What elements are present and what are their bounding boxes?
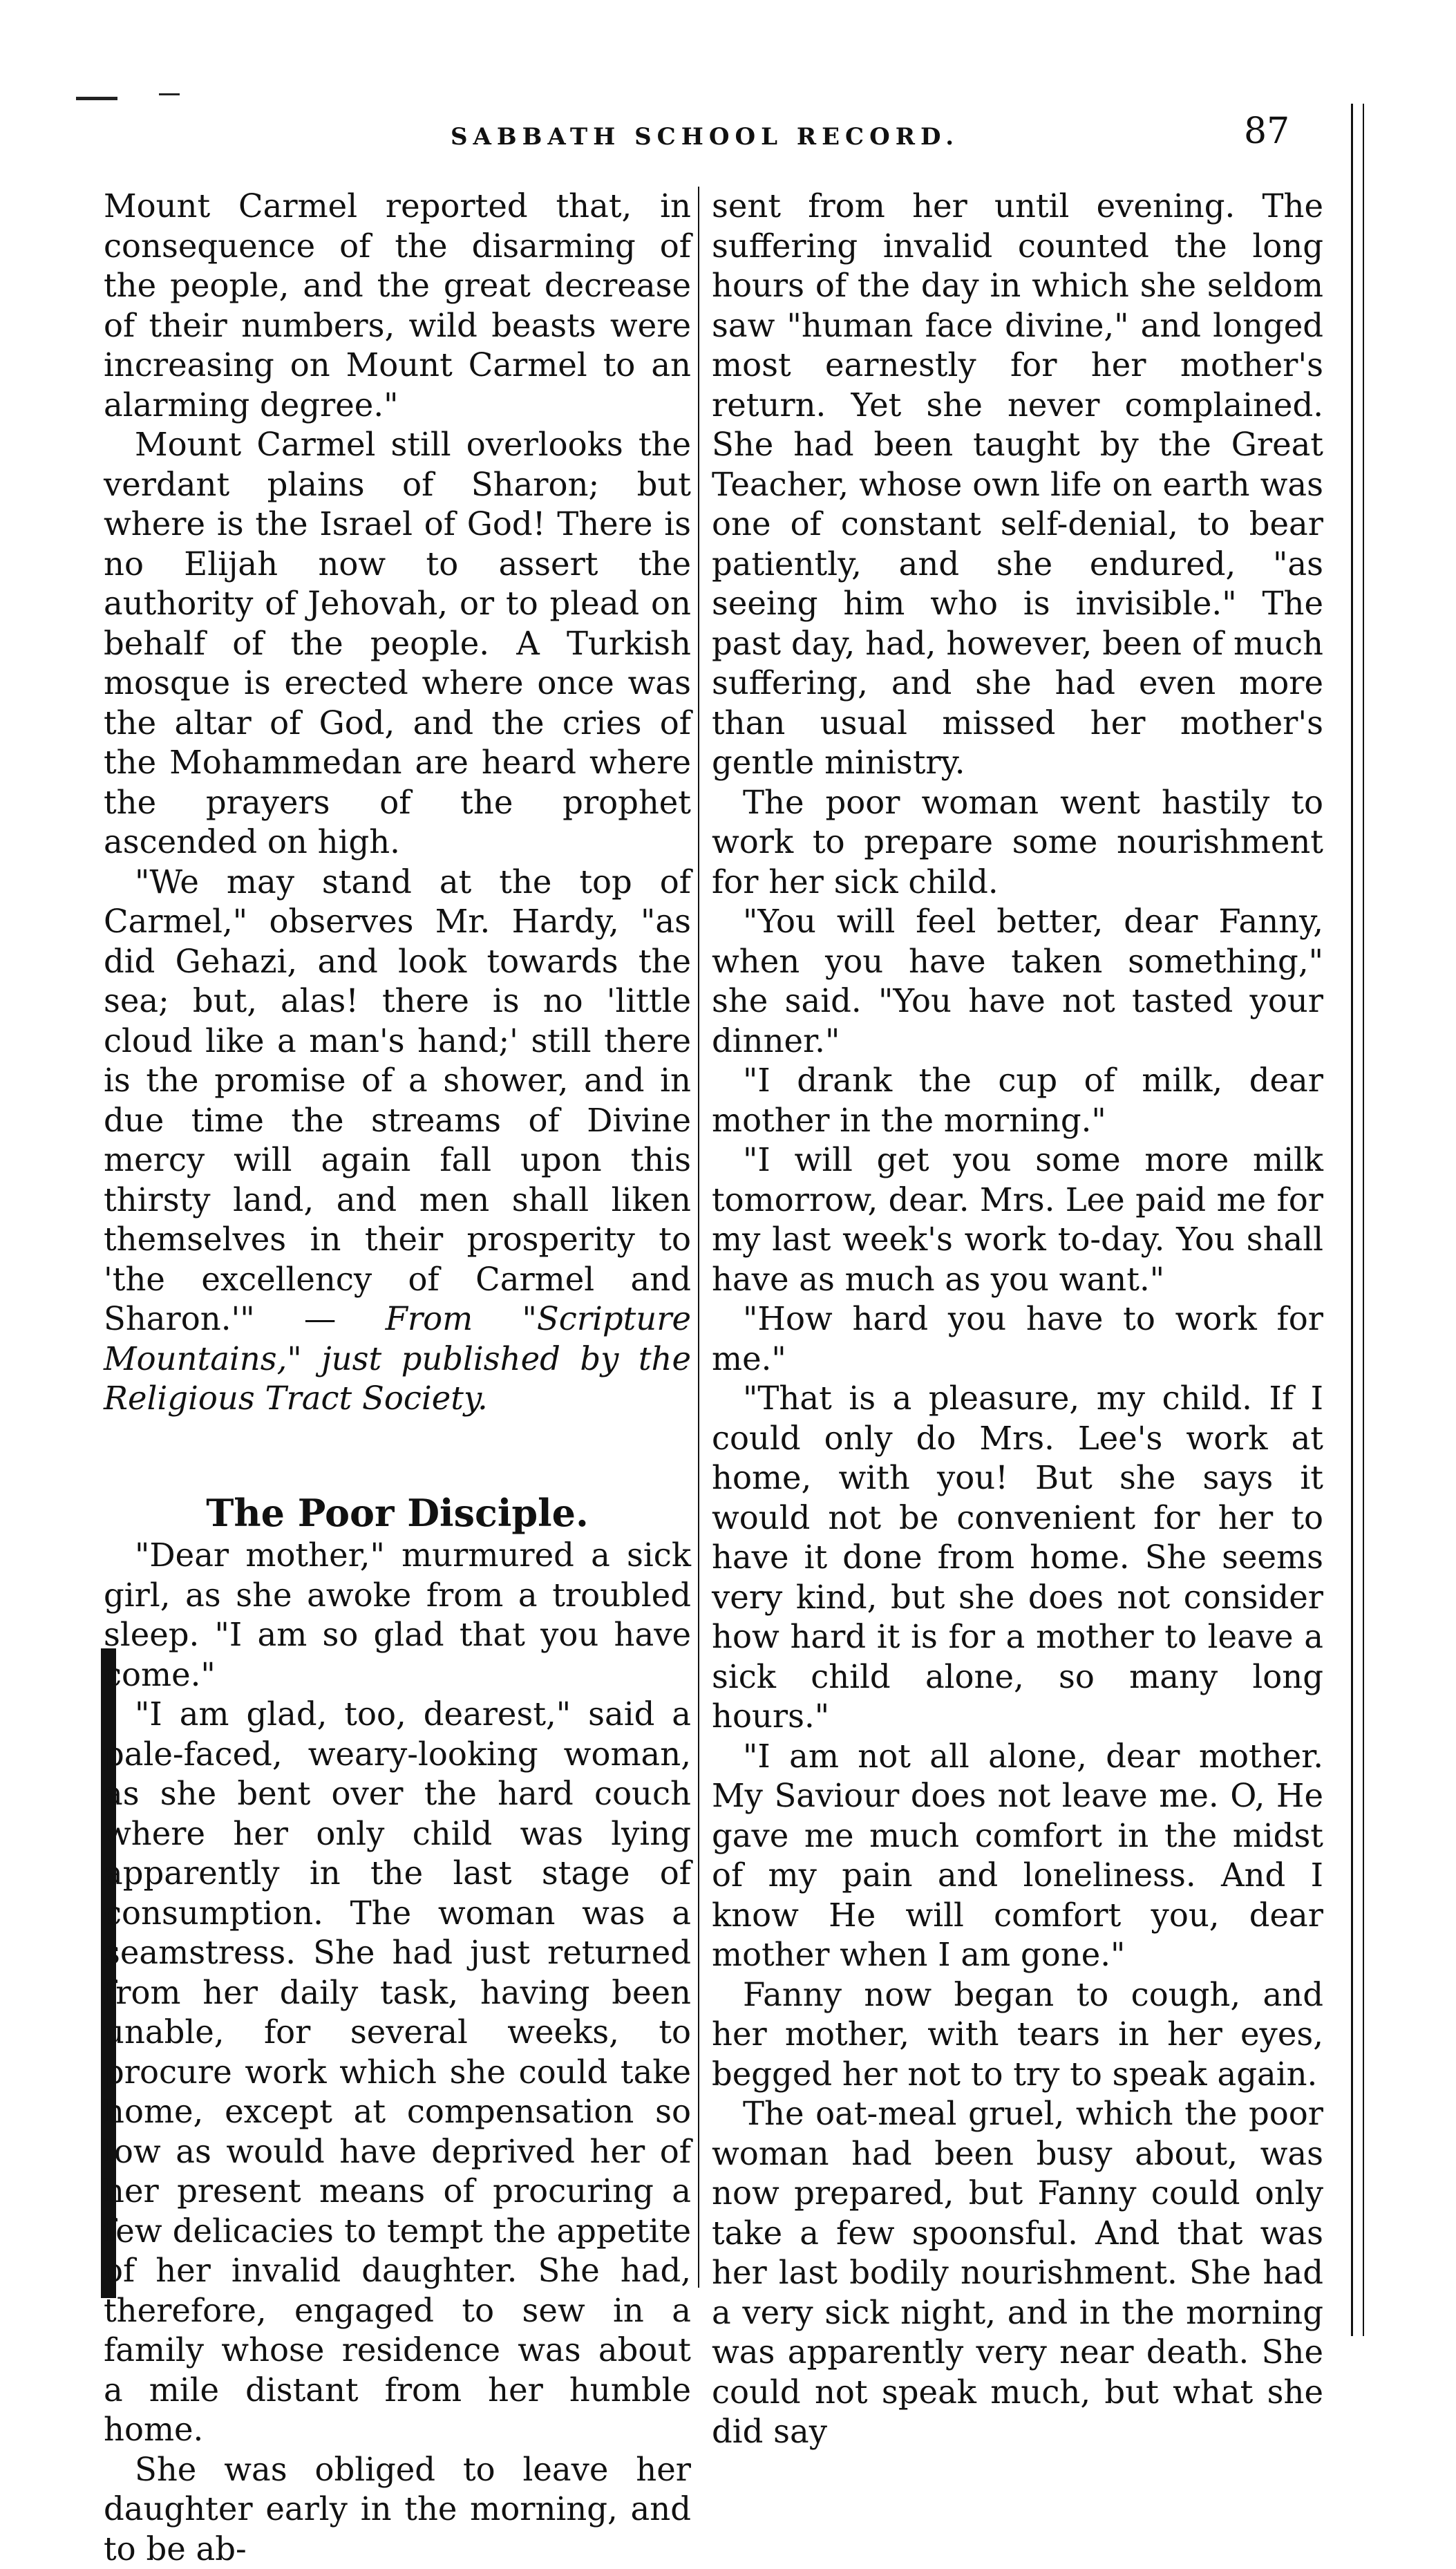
attribution: From "Scripture Mountains," just published by the Religious Tract Society. <box>104 1300 691 1417</box>
right-border-rule-outer <box>1363 104 1364 2336</box>
paragraph: "You will feel better, dear Fanny, when you have taken something," she said. "You have not tasted your dinner." <box>712 902 1323 1061</box>
paragraph <box>104 863 691 1419</box>
paragraph: "Dear mother," murmured a sick girl, as she awoke from a troubled sleep. "I am so glad that you have come." <box>104 1536 691 1695</box>
column-divider <box>698 187 699 2288</box>
paragraph: "I am glad, too, dearest," said a pale-faced, weary-looking woman, as she bent over the hard couch where her only child was lying apparently in the last stage of consumption. The woman was a seamstress. She had just returned from her daily task, having been unable, for several weeks, to procure work which she could take home, except at compensation so low as would have deprived her of her present means of procuring a few delicacies to tempt the appetite of her invalid daughter. She had, therefore, engaged to sew in a family whose residence was about a mile distant from her humble home. <box>104 1695 691 2450</box>
page-number: 87 <box>1244 111 1289 152</box>
paragraph: The oat-meal gruel, which the poor woman had been busy about, was now prepared, but Fanny could only take a few spoonsful. And that was her last bodily nourishment. She had a very sick night, and in the morning was apparently very near death. She could not speak much, but what she did say <box>712 2094 1323 2452</box>
paragraph: Mount Carmel still overlooks the verdant plains of Sharon; but where is the Israel of God! There is no Elijah now to assert the authority of Jehovah, or to plead on behalf of the people. A Turkish mosque is erected where once was the altar of God, and the cries of the Mohammedan are heard where the prayers of the prophet ascended on high. <box>104 425 691 863</box>
running-title: SABBATH SCHOOL RECORD. <box>442 123 967 151</box>
right-border-rule <box>1351 104 1353 2336</box>
paragraph: "I drank the cup of milk, dear mother in the morning." <box>712 1061 1323 1140</box>
paragraph: "That is a pleasure, my child. If I could only do Mrs. Lee's work at home, with you! But she says it would not be convenient for her to have it done from home. She seems very kind, but she does not consider how hard it is for a mother to leave a sick child alone, so many long hours." <box>712 1379 1323 1737</box>
paragraph: "I am not all alone, dear mother. My Saviour does not leave me. O, He gave me much comfort in the midst of my pain and loneliness. And I know He will comfort you, dear mother when I am gone." <box>712 1737 1323 1975</box>
scan-speck <box>76 97 117 100</box>
right-column <box>712 187 1323 2452</box>
paragraph-text: "We may stand at the top of Carmel," observes Mr. Hardy, "as did Gehazi, and look towards the sea; but, alas! there is no 'little cloud like a man's hand;' still there is the promise of a shower, and in due time the streams of Divine mercy will again fall upon this thirsty land, and men shall liken themselves in their prosperity to 'the excellency of Carmel and Sharon.'" — <box>104 863 691 1338</box>
scan-speck <box>159 93 180 95</box>
paragraph: "I will get you some more milk tomorrow, dear. Mrs. Lee paid me for my last week's work to-day. You shall have as much as you want." <box>712 1140 1323 1299</box>
left-column <box>104 187 691 2569</box>
paragraph: The poor woman went hastily to work to prepare some nourishment for her sick child. <box>712 783 1323 903</box>
paragraph: "How hard you have to work for me." <box>712 1299 1323 1379</box>
paragraph: She was obliged to leave her daughter early in the morning, and to be ab- <box>104 2450 691 2569</box>
paragraph: Fanny now began to cough, and her mother, with tears in her eyes, begged her not to try to speak again. <box>712 1975 1323 2095</box>
paragraph: sent from her until evening. The suffering invalid counted the long hours of the day in which she seldom saw "human face divine," and longed most earnestly for her mother's return. Yet she never complained. She had been taught by the Great Teacher, whose own life on earth was one of constant self-denial, to bear patiently, and she endured, "as seeing him who is invisible." The past day, had, however, been of much suffering, and she had even more than usual missed her mother's gentle ministry. <box>712 187 1323 783</box>
article-heading: The Poor Disciple. <box>104 1494 691 1534</box>
paragraph: Mount Carmel reported that, in consequence of the disarming of the people, and the great decrease of their numbers, wild beasts were increasing on Mount Carmel to an alarming degree." <box>104 187 691 425</box>
